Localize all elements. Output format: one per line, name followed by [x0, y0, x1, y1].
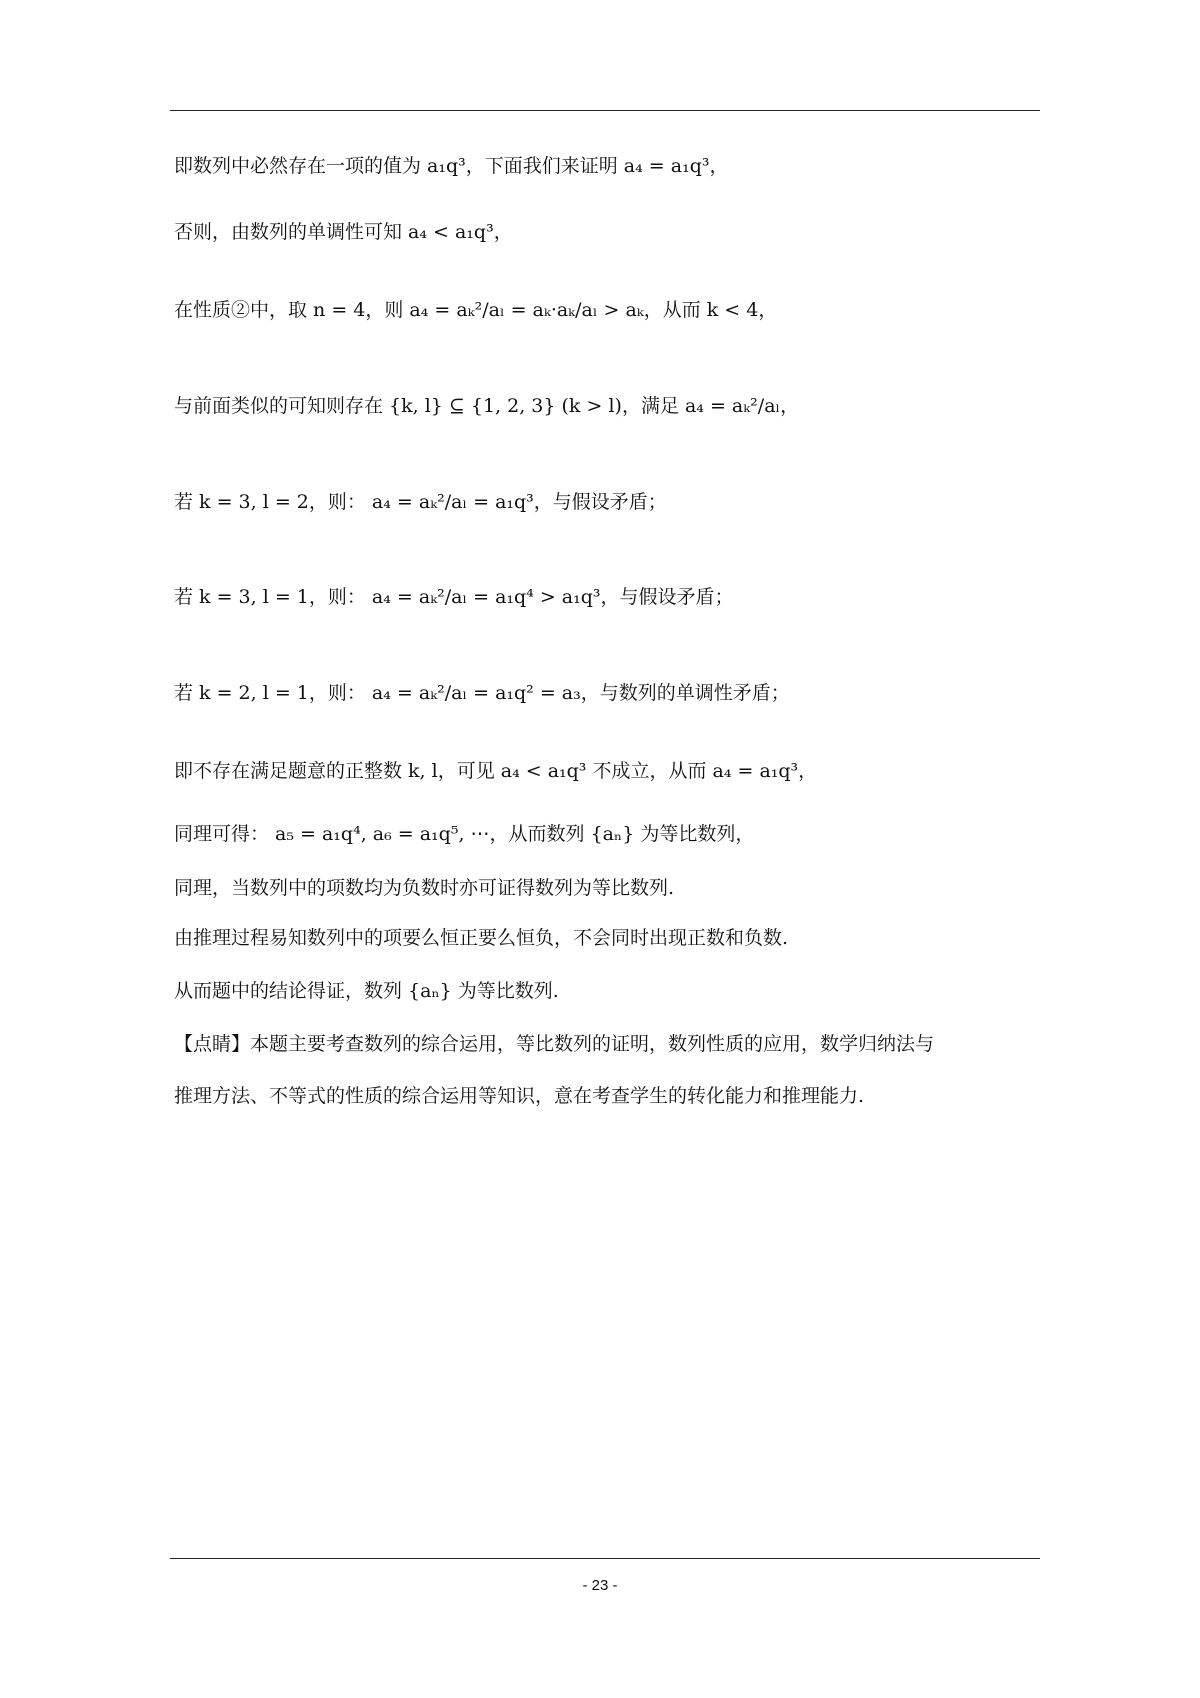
text-line: 即数列中必然存在一项的值为 a₁q³，下面我们来证明 a₄ = a₁q³，: [174, 155, 729, 177]
text-line: 同理可得： a₅ = a₁q⁴, a₆ = a₁q⁵, ⋯，从而数列 {aₙ} 为等比数列，: [174, 823, 755, 845]
text-line: 若 k = 2, l = 1，则： a₄ = aₖ²/aₗ = a₁q² = a₃，与数列的单调性矛盾；: [174, 682, 790, 704]
text-line: 推理方法、不等式的性质的综合运用等知识，意在考查学生的转化能力和推理能力.: [174, 1085, 865, 1107]
text-line: 从而题中的结论得证，数列 {aₙ} 为等比数列.: [174, 980, 559, 1002]
text-line: 若 k = 3, l = 2，则： a₄ = aₖ²/aₗ = a₁q³，与假设矛盾；: [174, 491, 667, 513]
text-line: 若 k = 3, l = 1，则： a₄ = aₖ²/aₗ = a₁q⁴ > a₁q³，与假设矛盾；: [174, 586, 734, 608]
header-rule: [170, 110, 1040, 111]
footer-rule: [170, 1558, 1040, 1559]
text-line: 由推理过程易知数列中的项要么恒正要么恒负，不会同时出现正数和负数.: [174, 927, 789, 949]
page-number: - 23 -: [582, 1577, 618, 1594]
text-line: 否则，由数列的单调性可知 a₄ < a₁q³，: [174, 221, 513, 243]
text-line: 在性质②中，取 n = 4，则 a₄ = aₖ²/aₗ = aₖ·aₖ/aₗ > aₖ，从而 k < 4，: [174, 299, 778, 321]
text-line: 【点睛】本题主要考查数列的综合运用，等比数列的证明，数列性质的应用，数学归纳法与: [174, 1033, 935, 1055]
text-line: 与前面类似的可知则存在 {k, l} ⊆ {1, 2, 3} (k > l)，满足 a₄ = aₖ²/aₗ，: [174, 395, 800, 417]
text-line: 即不存在满足题意的正整数 k, l，可见 a₄ < a₁q³ 不成立，从而 a₄ = a₁q³，: [174, 760, 818, 782]
text-line: 同理，当数列中的项数均为负数时亦可证得数列为等比数列.: [174, 877, 675, 899]
